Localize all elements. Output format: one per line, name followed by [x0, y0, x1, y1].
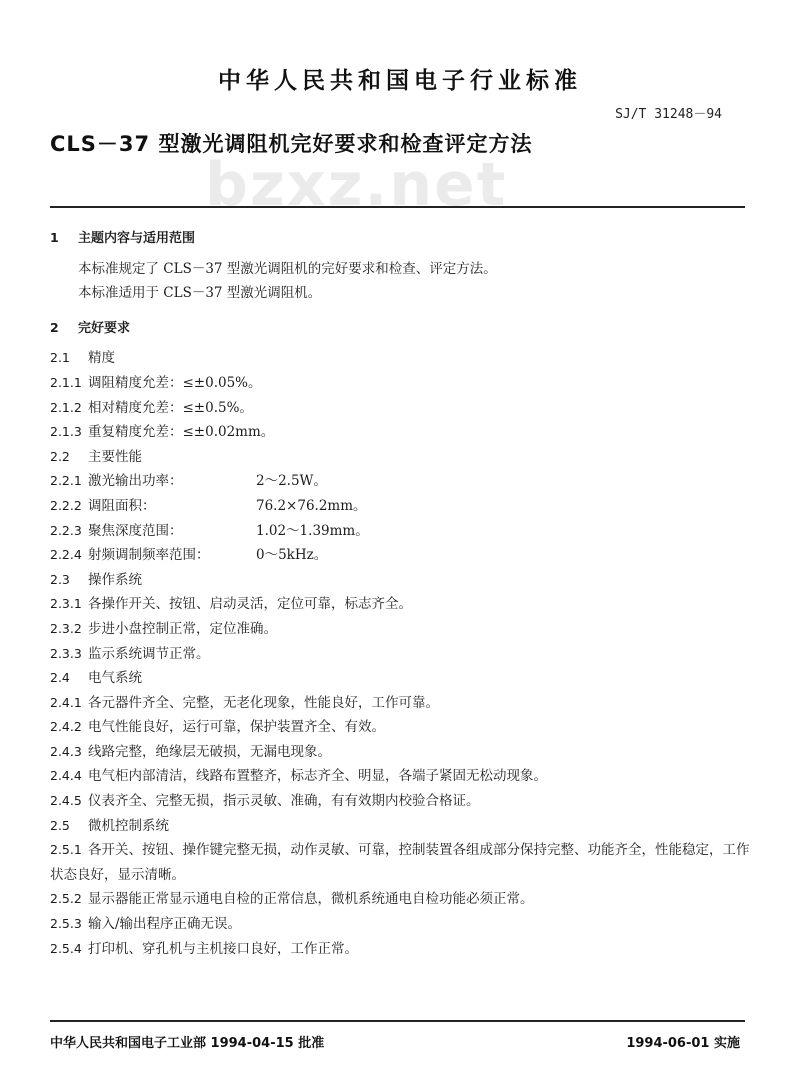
- clause-number: 2.3.1: [50, 596, 82, 612]
- clause: [50, 543, 750, 568]
- clause-value: 0～5kHz。: [256, 547, 328, 564]
- clause-number: 2.3.3: [50, 645, 82, 661]
- standard-number: SJ/T 31248－94: [615, 107, 722, 122]
- effective-date: 1994-06-01 实施: [626, 1036, 740, 1051]
- clause-number: 2.4.5: [50, 793, 82, 809]
- clause-text: 微机控制系统: [88, 817, 169, 834]
- clause-value: ≤±0.02mm。: [182, 424, 275, 441]
- clause-label: 调阻精度允差：: [88, 374, 183, 391]
- clause: [50, 617, 750, 642]
- bottom-rule: [50, 1020, 745, 1022]
- clause-number: 2.1.3: [50, 424, 82, 440]
- approval-note: 中华人民共和国电子工业部 1994-04-15 批准: [50, 1036, 325, 1051]
- clause-number: 2.5.2: [50, 891, 82, 907]
- clause: [50, 519, 750, 544]
- clause-text: 各操作开关、按钮、启动灵活，定位可靠，标志齐全。: [88, 596, 412, 613]
- clause-text: 操作系统: [88, 571, 142, 588]
- clause: [50, 789, 750, 814]
- clause-text: 电气性能良好，运行可靠，保护装置齐全、有效。: [88, 719, 385, 736]
- section-number: 2: [50, 319, 59, 335]
- clause-number: 2.3: [50, 571, 70, 587]
- clause-number: 2.1.1: [50, 374, 82, 390]
- clause-number: 2.1: [50, 350, 70, 366]
- clause-number: 2.2.4: [50, 547, 82, 563]
- clause: [50, 396, 750, 421]
- header-title: 中华人民共和国电子行业标准: [218, 68, 582, 94]
- clause-text: 各元器件齐全、完整，无老化现象，性能良好，工作可靠。: [88, 694, 439, 711]
- clause-value: ≤±0.5%。: [182, 399, 253, 416]
- section-title: 主题内容与适用范围: [78, 231, 196, 246]
- clause-text: 步进小盘控制正常，定位准确。: [88, 620, 277, 637]
- clause: [50, 666, 750, 691]
- clause-number: 2.2.3: [50, 522, 82, 538]
- clause-number: 2.4: [50, 670, 70, 686]
- clause-text: 显示器能正常显示通电自检的正常信息，微机系统通电自检功能必须正常。: [88, 891, 534, 908]
- clause: [50, 494, 750, 519]
- clause-number: 2.4.4: [50, 768, 82, 784]
- clause-text: 打印机、穿孔机与主机接口良好，工作正常。: [88, 940, 358, 957]
- clause-text: 电气系统: [88, 670, 142, 687]
- clause: [50, 937, 750, 962]
- clause: [50, 838, 750, 887]
- top-rule: [50, 206, 745, 208]
- clause: [50, 764, 750, 789]
- clause: [50, 346, 750, 371]
- clause-number: 2.5.1: [50, 842, 82, 858]
- clause-number: 2.4.3: [50, 743, 82, 759]
- clause: [50, 814, 750, 839]
- clause-number: 2.4.2: [50, 719, 82, 735]
- clause-label: 激光输出功率：: [88, 473, 183, 490]
- section-number: 1: [50, 230, 59, 245]
- clause-number: 2.2.1: [50, 473, 82, 489]
- clause: [50, 445, 750, 470]
- clause-value: 76.2×76.2mm。: [256, 497, 367, 514]
- clause-number: 2.5.3: [50, 916, 82, 932]
- clause-text: 仪表齐全、完整无损，指示灵敏、准确，有有效期内校验合格证。: [88, 793, 480, 810]
- paragraph: 本标准规定了 CLS－37 型激光调阻机的完好要求和检查、评定方法。: [78, 260, 497, 277]
- clause-text: 主要性能: [88, 448, 142, 465]
- clause-text: 精度: [88, 350, 115, 367]
- clause: [50, 420, 750, 445]
- clause-value: ≤±0.05%。: [182, 374, 262, 391]
- clause: [50, 912, 750, 937]
- clause: [50, 642, 750, 667]
- clause: [50, 371, 750, 396]
- clause-text: 监示系统调节正常。: [88, 645, 210, 662]
- clause: [50, 469, 750, 494]
- watermark: bzxz.net: [205, 150, 508, 220]
- clause-label: 聚焦深度范围：: [88, 522, 183, 539]
- clause-number: 2.4.1: [50, 694, 82, 710]
- clause-number: 2.1.2: [50, 399, 82, 415]
- clause: [50, 568, 750, 593]
- clause-label: 射频调制频率范围：: [88, 547, 210, 564]
- clause: [50, 740, 750, 765]
- clause-number: 2.2.2: [50, 497, 82, 513]
- clause-number: 2.5.4: [50, 940, 82, 956]
- clause-number: 2.3.2: [50, 620, 82, 636]
- clause: [50, 592, 750, 617]
- clause-label: 调阻面积：: [88, 497, 156, 514]
- clause: [50, 887, 750, 912]
- clause-value: 1.02～1.39mm。: [256, 522, 369, 539]
- clause: [50, 715, 750, 740]
- clause-number: 2.2: [50, 448, 70, 464]
- clause-value: 2～2.5W。: [256, 473, 327, 490]
- clause-text: 输入/输出程序正确无误。: [88, 916, 242, 933]
- section-heading: [50, 226, 750, 251]
- section-title: 完好要求: [78, 320, 131, 336]
- section-heading: [50, 316, 750, 341]
- clause-label: 相对精度允差：: [88, 399, 183, 416]
- clause-text: 电气柜内部清洁，线路布置整齐，标志齐全、明显，各端子紧固无松动现象。: [88, 768, 547, 785]
- document-title: CLS－37 型激光调阻机完好要求和检查评定方法: [50, 132, 533, 156]
- clause: [50, 691, 750, 716]
- paragraph: 本标准适用于 CLS－37 型激光调阻机。: [78, 285, 322, 302]
- document-body: [50, 222, 750, 961]
- clause-number: 2.5: [50, 817, 70, 833]
- clause-label: 重复精度允差：: [88, 424, 183, 441]
- clause-text: 各开关、按钮、操作键完整无损，动作灵敏、可靠，控制装置各组成部分保持完整、功能齐全，性能稳定，工作状态良好，显示清晰。: [50, 842, 750, 883]
- clause-text: 线路完整，绝缘层无破损，无漏电现象。: [88, 743, 331, 760]
